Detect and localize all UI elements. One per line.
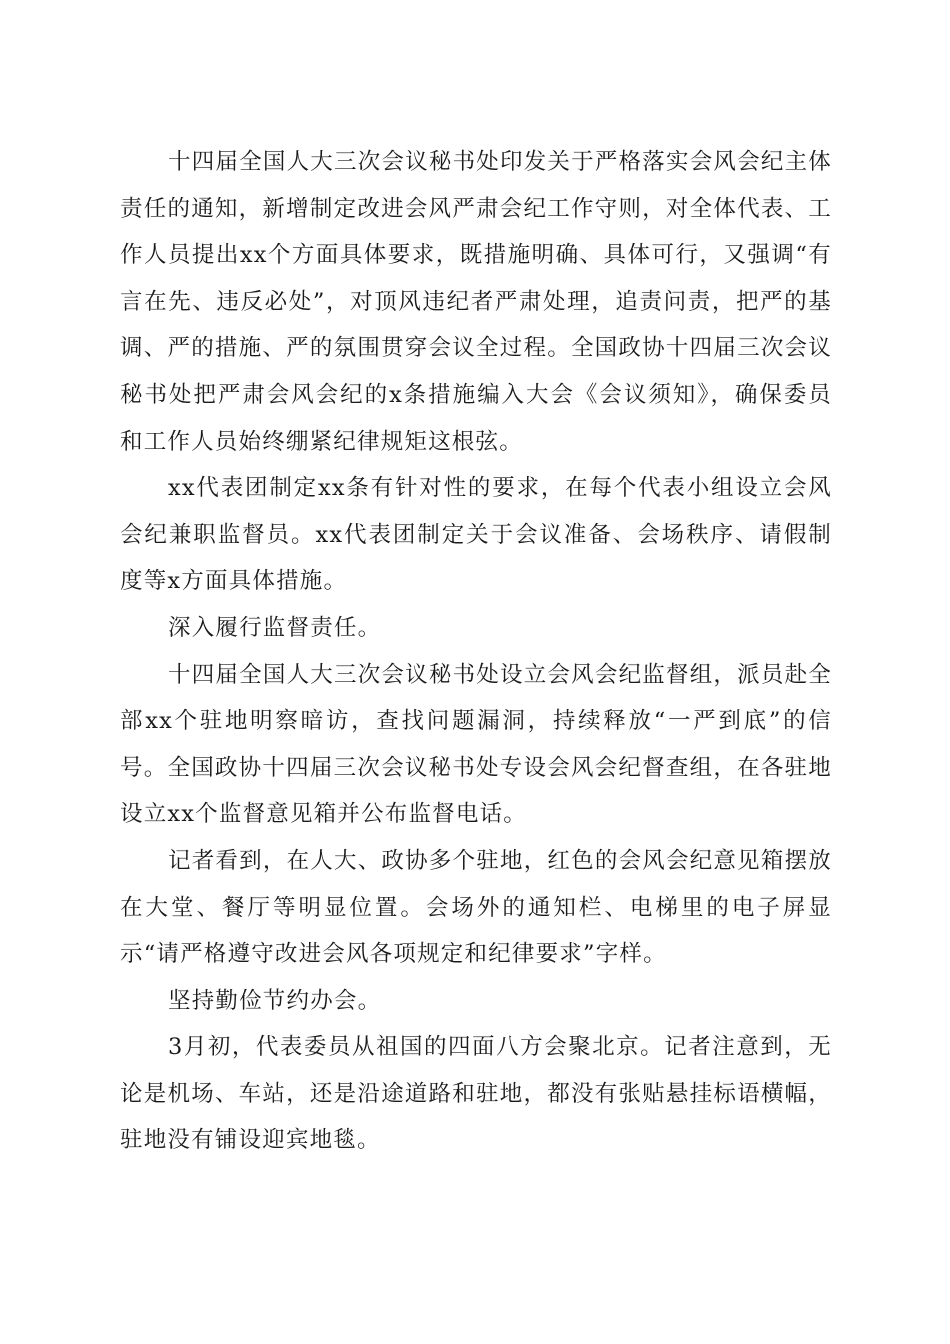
paragraph-6-heading: 坚持勤俭节约办会。 [168,987,382,1014]
paragraph-3-heading: 深入履行监督责任。 [168,614,382,641]
paragraph-1: 十四届全国人大三次会议秘书处印发关于严格落实会风会纪主体责任的通知，新增制定改进会风严肃会纪工作守则，对全体代表、工作人员提出xx个方面具体要求，既措施明确、具体可行，又强调“有言在先、违反必处”，对顶风违纪者严肃处理，追责问责，把严的基调、严的措施、严的氛围贯穿会议全过程。全国政协十四届三次会议秘书处把严肃会风会纪的x条措施编入大会《会议须知》，确保委员和工作人员始终绷紧纪律规矩这根弦。 [120,149,832,455]
paragraph-5: 记者看到，在人大、政协多个驻地，红色的会风会纪意见箱摆放在大堂、餐厅等明显位置。会场外的通知栏、电梯里的电子屏显示“请严格遵守改进会风各项规定和纪律要求”字样。 [120,847,832,968]
paragraph-4: 十四届全国人大三次会议秘书处设立会风会纪监督组，派员赴全部xx个驻地明察暗访，查找问题漏洞，持续释放“一严到底”的信号。全国政协十四届三次会议秘书处专设会风会纪督查组，在各驻地设立xx个监督意见箱并公布监督电话。 [120,661,832,828]
paragraph-2: xx代表团制定xx条有针对性的要求，在每个代表小组设立会风会纪兼职监督员。xx代表团制定关于会议准备、会场秩序、请假制度等x方面具体措施。 [120,475,832,595]
paragraph-7: 3月初，代表委员从祖国的四面八方会聚北京。记者注意到，无论是机场、车站，还是沿途道路和驻地，都没有张贴悬挂标语横幅，驻地没有铺设迎宾地毯。 [120,1034,832,1154]
document-body [120,139,832,1164]
